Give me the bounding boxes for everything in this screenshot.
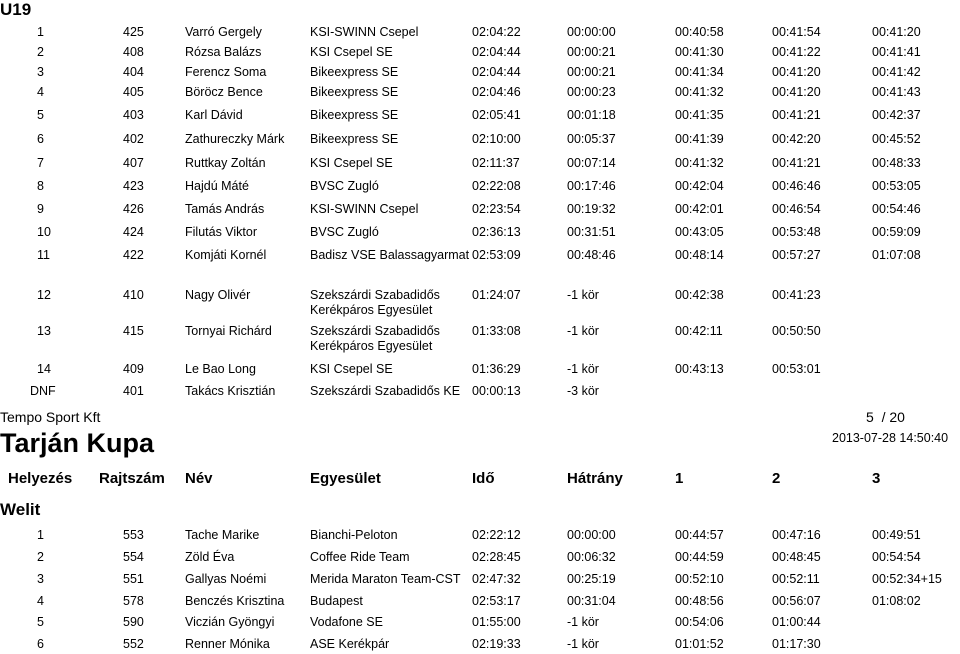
- lap3-cell: 00:41:42: [872, 65, 921, 79]
- rank-cell: 14: [37, 362, 51, 376]
- gap-cell: 00:07:14: [567, 156, 616, 170]
- gap-cell: 00:25:19: [567, 572, 616, 586]
- lap3-cell: 00:54:54: [872, 550, 921, 564]
- gap-cell: 00:01:18: [567, 108, 616, 122]
- bib-cell: 554: [123, 550, 144, 564]
- gap-cell: 00:48:46: [567, 248, 616, 262]
- club-cell: BVSC Zugló: [310, 225, 379, 239]
- time-cell: 02:22:12: [472, 528, 521, 542]
- bib-cell: 422: [123, 248, 144, 262]
- lap1-cell: 00:41:32: [675, 156, 724, 170]
- rank-cell: 4: [37, 85, 44, 99]
- bib-cell: 410: [123, 288, 144, 302]
- club-cell: Szekszárdi Szabadidős KE: [310, 384, 461, 398]
- header-lap2: 2: [772, 470, 781, 487]
- time-cell: 02:53:09: [472, 248, 521, 262]
- club-cell: Bikeexpress SE: [310, 132, 399, 146]
- gap-cell: 00:05:37: [567, 132, 616, 146]
- bib-cell: 423: [123, 179, 144, 193]
- bib-cell: 415: [123, 324, 144, 338]
- club-cell: Merida Maraton Team-CST: [310, 572, 461, 586]
- rider-name-cell: Benczés Krisztina: [185, 594, 285, 608]
- time-cell: 02:04:46: [472, 85, 521, 99]
- lap1-cell: 00:48:14: [675, 248, 724, 262]
- lap2-cell: 00:41:22: [772, 45, 821, 59]
- club-cell: Szekszárdi Szabadidős Kerékpáros Egyesület: [310, 324, 440, 353]
- lap3-cell: 01:08:02: [872, 594, 921, 608]
- rider-name-cell: Le Bao Long: [185, 362, 256, 376]
- rider-name-cell: Gallyas Noémi: [185, 572, 267, 586]
- club-cell: Szekszárdi Szabadidős Kerékpáros Egyesület: [310, 288, 440, 317]
- rider-name-cell: Tornyai Richárd: [185, 324, 272, 338]
- club-cell: Badisz VSE Balassagyarmat: [310, 248, 470, 262]
- lap3-cell: 00:54:46: [872, 202, 921, 216]
- club-cell: KSI-SWINN Csepel: [310, 25, 419, 39]
- rank-cell: 6: [37, 132, 44, 146]
- rank-cell: 13: [37, 324, 51, 338]
- club-cell: BVSC Zugló: [310, 179, 379, 193]
- lap2-cell: 00:41:20: [772, 65, 821, 79]
- rider-name-cell: Zöld Éva: [185, 550, 235, 564]
- lap1-cell: 00:44:57: [675, 528, 724, 542]
- gap-cell: -1 kör: [567, 615, 599, 629]
- club-cell: Budapest: [310, 594, 363, 608]
- lap2-cell: 00:52:11: [772, 572, 820, 586]
- bib-cell: 551: [123, 572, 144, 586]
- lap3-cell: 00:41:43: [872, 85, 921, 99]
- lap1-cell: 00:42:38: [675, 288, 724, 302]
- bib-cell: 409: [123, 362, 144, 376]
- rank-cell: 2: [37, 550, 44, 564]
- rider-name-cell: Karl Dávid: [185, 108, 243, 122]
- gap-cell: 00:06:32: [567, 550, 616, 564]
- time-cell: 02:47:32: [472, 572, 521, 586]
- lap1-cell: 00:54:06: [675, 615, 724, 629]
- lap1-cell: 00:41:39: [675, 132, 724, 146]
- time-cell: 02:19:33: [472, 637, 521, 651]
- club-cell: KSI-SWINN Csepel: [310, 202, 419, 216]
- page-total: / 20: [881, 409, 905, 425]
- lap2-cell: 00:56:07: [772, 594, 821, 608]
- category-title-u19: U19: [0, 0, 32, 19]
- lap2-cell: 00:41:20: [772, 85, 821, 99]
- rank-cell: 1: [37, 528, 44, 542]
- gap-cell: 00:31:04: [567, 594, 616, 608]
- header-name: Név: [185, 470, 213, 487]
- lap2-cell: 00:41:21: [772, 156, 821, 170]
- time-cell: 01:24:07: [472, 288, 521, 302]
- club-cell: Vodafone SE: [310, 615, 383, 629]
- gap-cell: -1 kör: [567, 362, 599, 376]
- lap3-cell: 00:52:34+15: [872, 572, 942, 586]
- lap2-cell: 00:41:23: [772, 288, 821, 302]
- club-cell: ASE Kerékpár: [310, 637, 390, 651]
- lap2-cell: 00:50:50: [772, 324, 821, 338]
- rank-cell: 7: [37, 156, 44, 170]
- time-cell: 02:11:37: [472, 156, 520, 170]
- gap-cell: -1 kör: [567, 324, 599, 338]
- gap-cell: 00:19:32: [567, 202, 616, 216]
- time-cell: 01:33:08: [472, 324, 521, 338]
- gap-cell: 00:31:51: [567, 225, 616, 239]
- lap3-cell: 00:48:33: [872, 156, 921, 170]
- organizer-name: Tempo Sport Kft: [0, 409, 101, 425]
- lap2-cell: 01:00:44: [772, 615, 821, 629]
- bib-cell: 401: [123, 384, 144, 398]
- rider-name-cell: Komjáti Kornél: [185, 248, 267, 262]
- gap-cell: 00:00:23: [567, 85, 616, 99]
- club-cell: Bianchi-Peloton: [310, 528, 398, 542]
- lap1-cell: 00:48:56: [675, 594, 724, 608]
- gap-cell: 00:00:00: [567, 25, 616, 39]
- lap3-cell: 00:59:09: [872, 225, 921, 239]
- lap2-cell: 00:41:21: [772, 108, 821, 122]
- lap3-cell: 00:45:52: [872, 132, 921, 146]
- lap3-cell: 00:53:05: [872, 179, 921, 193]
- rider-name-cell: Ruttkay Zoltán: [185, 156, 266, 170]
- print-datetime: 2013-07-28 14:50:40: [832, 431, 949, 445]
- results-table-u19: [0, 25, 960, 406]
- header-gap: Hátrány: [567, 470, 623, 487]
- gap-cell: -1 kör: [567, 637, 599, 651]
- time-cell: 02:04:44: [472, 65, 521, 79]
- category-title-welit: Welit: [0, 500, 41, 519]
- lap2-cell: 00:42:20: [772, 132, 821, 146]
- header-club: Egyesület: [310, 470, 381, 487]
- rider-name-cell: Hajdú Máté: [185, 179, 249, 193]
- lap1-cell: 01:01:52: [675, 637, 724, 651]
- rank-cell: 4: [37, 594, 44, 608]
- time-cell: 02:04:22: [472, 25, 521, 39]
- rank-cell: 3: [37, 65, 44, 79]
- lap2-cell: 00:53:01: [772, 362, 821, 376]
- lap1-cell: 00:42:01: [675, 202, 724, 216]
- rider-name-cell: Tamás András: [185, 202, 265, 216]
- bib-cell: 578: [123, 594, 144, 608]
- time-cell: 02:04:44: [472, 45, 521, 59]
- page-number: 5: [866, 409, 874, 425]
- bib-cell: 553: [123, 528, 144, 542]
- rider-name-cell: Viczián Gyöngyi: [185, 615, 275, 629]
- gap-cell: -1 kör: [567, 288, 599, 302]
- lap3-cell: 00:42:37: [872, 108, 921, 122]
- bib-cell: 405: [123, 85, 144, 99]
- club-cell: Bikeexpress SE: [310, 65, 399, 79]
- time-cell: 02:53:17: [472, 594, 521, 608]
- lap3-cell: 00:41:20: [872, 25, 921, 39]
- lap2-cell: 00:57:27: [772, 248, 821, 262]
- bib-cell: 425: [123, 25, 144, 39]
- club-cell: KSI Csepel SE: [310, 362, 393, 376]
- gap-cell: 00:17:46: [567, 179, 616, 193]
- rank-cell: 5: [37, 108, 44, 122]
- rider-name-cell: Renner Mónika: [185, 637, 270, 651]
- lap3-cell: 00:49:51: [872, 528, 921, 542]
- time-cell: 02:36:13: [472, 225, 521, 239]
- time-cell: 02:23:54: [472, 202, 521, 216]
- gap-cell: 00:00:00: [567, 528, 616, 542]
- time-cell: 02:28:45: [472, 550, 521, 564]
- gap-cell: 00:00:21: [567, 45, 616, 59]
- header-time: Idő: [472, 470, 495, 487]
- bib-cell: 402: [123, 132, 144, 146]
- lap1-cell: 00:52:10: [675, 572, 724, 586]
- lap1-cell: 00:42:04: [675, 179, 724, 193]
- lap1-cell: 00:41:35: [675, 108, 724, 122]
- lap2-cell: 00:53:48: [772, 225, 821, 239]
- club-cell: KSI Csepel SE: [310, 45, 393, 59]
- rank-cell: 12: [37, 288, 51, 302]
- time-cell: 01:55:00: [472, 615, 521, 629]
- club-cell: Bikeexpress SE: [310, 108, 399, 122]
- lap2-cell: 00:46:46: [772, 179, 821, 193]
- time-cell: 02:10:00: [472, 132, 521, 146]
- lap1-cell: 00:41:32: [675, 85, 724, 99]
- rider-name-cell: Tache Marike: [185, 528, 260, 542]
- lap1-cell: 00:40:58: [675, 25, 724, 39]
- rider-name-cell: Ferencz Soma: [185, 65, 267, 79]
- rank-cell: 2: [37, 45, 44, 59]
- gap-cell: -3 kör: [567, 384, 599, 398]
- rank-cell: 1: [37, 25, 44, 39]
- rank-cell: 8: [37, 179, 44, 193]
- bib-cell: 424: [123, 225, 144, 239]
- lap3-cell: 00:41:41: [872, 45, 921, 59]
- rank-cell: DNF: [30, 384, 56, 398]
- lap1-cell: 00:44:59: [675, 550, 724, 564]
- bib-cell: 426: [123, 202, 144, 216]
- time-cell: 02:05:41: [472, 108, 521, 122]
- lap2-cell: 00:47:16: [772, 528, 821, 542]
- header-lap1: 1: [675, 470, 684, 487]
- bib-cell: 404: [123, 65, 144, 79]
- rider-name-cell: Nagy Olivér: [185, 288, 251, 302]
- lap1-cell: 00:41:34: [675, 65, 724, 79]
- event-title: Tarján Kupa: [0, 428, 155, 458]
- lap1-cell: 00:41:30: [675, 45, 724, 59]
- header-rank: Helyezés: [8, 470, 73, 487]
- gap-cell: 00:00:21: [567, 65, 616, 79]
- rank-cell: 10: [37, 225, 51, 239]
- rider-name-cell: Böröcz Bence: [185, 85, 263, 99]
- page-indicator: [866, 409, 905, 425]
- rider-name-cell: Rózsa Balázs: [185, 45, 262, 59]
- rank-cell: 5: [37, 615, 44, 629]
- rank-cell: 6: [37, 637, 44, 651]
- lap1-cell: 00:43:13: [675, 362, 724, 376]
- rider-name-cell: Filutás Viktor: [185, 225, 258, 239]
- bib-cell: 408: [123, 45, 144, 59]
- lap1-cell: 00:43:05: [675, 225, 724, 239]
- time-cell: 00:00:13: [472, 384, 521, 398]
- time-cell: 02:22:08: [472, 179, 521, 193]
- bib-cell: 407: [123, 156, 144, 170]
- lap2-cell: 00:48:45: [772, 550, 821, 564]
- lap2-cell: 00:46:54: [772, 202, 821, 216]
- bib-cell: 403: [123, 108, 144, 122]
- club-cell: Bikeexpress SE: [310, 85, 399, 99]
- results-table-welit: [0, 528, 960, 654]
- rank-cell: 3: [37, 572, 44, 586]
- lap3-cell: 01:07:08: [872, 248, 921, 262]
- rider-name-cell: Varró Gergely: [185, 25, 262, 39]
- bib-cell: 590: [123, 615, 144, 629]
- lap2-cell: 01:17:30: [772, 637, 821, 651]
- rank-cell: 11: [37, 248, 50, 262]
- club-cell: KSI Csepel SE: [310, 156, 393, 170]
- header-bib: Rajtszám: [99, 470, 165, 487]
- rider-name-cell: Zathureczky Márk: [185, 132, 285, 146]
- time-cell: 01:36:29: [472, 362, 521, 376]
- bib-cell: 552: [123, 637, 144, 651]
- club-cell: Coffee Ride Team: [310, 550, 410, 564]
- header-lap3: 3: [872, 470, 881, 487]
- lap2-cell: 00:41:54: [772, 25, 821, 39]
- lap1-cell: 00:42:11: [675, 324, 723, 338]
- rank-cell: 9: [37, 202, 44, 216]
- rider-name-cell: Takács Krisztián: [185, 384, 276, 398]
